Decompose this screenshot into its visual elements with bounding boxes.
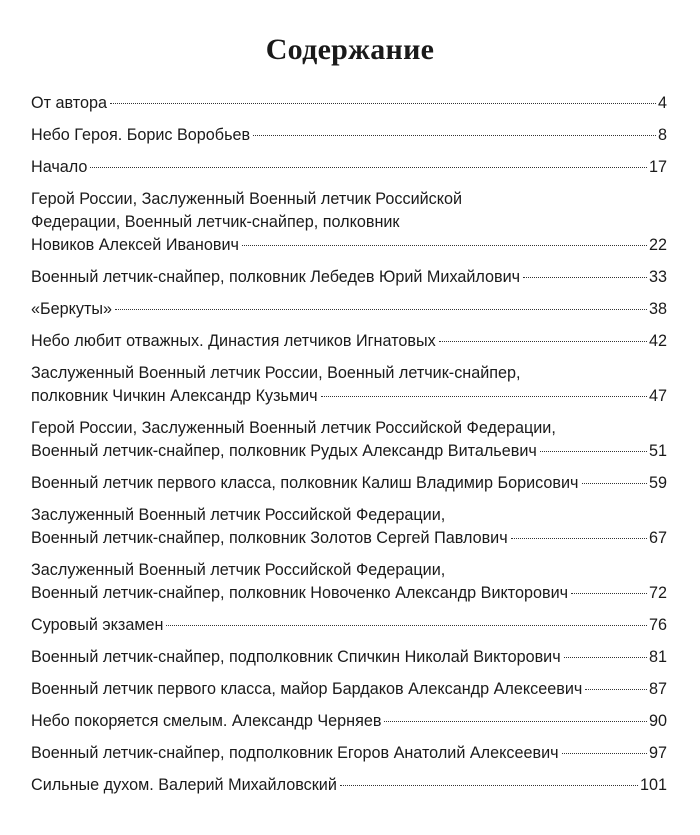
dot-leader bbox=[540, 451, 647, 452]
table-of-contents bbox=[31, 92, 667, 797]
toc-entry-title-line: Военный летчик-снайпер, полковник Рудых Александр Витальевич bbox=[31, 442, 537, 460]
dot-leader bbox=[571, 593, 647, 594]
toc-entry[interactable] bbox=[31, 472, 667, 495]
toc-entry-title-line: Суровый экзамен bbox=[31, 616, 164, 634]
dot-leader bbox=[439, 341, 647, 342]
toc-page-number: 90 bbox=[648, 712, 667, 730]
dot-leader bbox=[582, 483, 647, 484]
toc-entry-title-line: Сильные духом. Валерий Михайловский bbox=[31, 776, 337, 794]
toc-entry[interactable] bbox=[31, 646, 667, 669]
toc-entry-last-line bbox=[31, 678, 667, 701]
toc-entry-title-line: Начало bbox=[31, 158, 88, 176]
toc-entry[interactable] bbox=[31, 614, 667, 637]
dot-leader bbox=[166, 625, 647, 626]
toc-entry-last-line bbox=[31, 234, 667, 257]
toc-entry-last-line bbox=[31, 527, 667, 550]
toc-page-number: 72 bbox=[648, 584, 667, 602]
dot-leader bbox=[523, 277, 647, 278]
toc-entry-last-line bbox=[31, 472, 667, 495]
dot-leader bbox=[562, 753, 647, 754]
dot-leader bbox=[585, 689, 647, 690]
toc-entry-title-line: Заслуженный Военный летчик Российской Федерации, bbox=[31, 506, 446, 524]
toc-entry[interactable] bbox=[31, 710, 667, 733]
toc-entry-last-line bbox=[31, 742, 667, 765]
toc-entry-title-line: Заслуженный Военный летчик Российской Федерации, bbox=[31, 561, 446, 579]
toc-entry-title-line: Военный летчик-снайпер, полковник Лебедев Юрий Михайлович bbox=[31, 268, 521, 286]
toc-entry-title-line: «Беркуты» bbox=[31, 300, 113, 318]
toc-entry[interactable] bbox=[31, 156, 667, 179]
toc-page-number: 33 bbox=[648, 268, 667, 286]
toc-entry-title-line: Заслуженный Военный летчик России, Военный летчик-снайпер, bbox=[31, 364, 521, 382]
dot-leader bbox=[321, 396, 647, 397]
toc-entry-last-line bbox=[31, 266, 667, 289]
toc-page-number: 51 bbox=[648, 442, 667, 460]
toc-entry-last-line bbox=[31, 92, 667, 115]
toc-entry-title-line: Военный летчик-снайпер, полковник Новоченко Александр Викторович bbox=[31, 584, 569, 602]
toc-page-number: 101 bbox=[639, 776, 667, 794]
toc-entry-last-line bbox=[31, 774, 667, 797]
toc-entry-last-line bbox=[31, 156, 667, 179]
toc-page-number: 81 bbox=[648, 648, 667, 666]
toc-entry[interactable] bbox=[31, 188, 667, 257]
toc-entry[interactable] bbox=[31, 504, 667, 550]
toc-page-number: 17 bbox=[648, 158, 667, 176]
toc-entry[interactable] bbox=[31, 92, 667, 115]
toc-entry[interactable] bbox=[31, 774, 667, 797]
toc-entry-title-line: Герой России, Заслуженный Военный летчик Российской bbox=[31, 190, 463, 208]
toc-entry-last-line bbox=[31, 614, 667, 637]
toc-page-number: 67 bbox=[648, 529, 667, 547]
toc-entry[interactable] bbox=[31, 298, 667, 321]
page-title: Содержание bbox=[265, 33, 435, 66]
toc-entry-last-line bbox=[31, 440, 667, 463]
toc-entry-title-line: Небо покоряется смелым. Александр Черняев bbox=[31, 712, 382, 730]
toc-entry[interactable] bbox=[31, 742, 667, 765]
toc-page-number: 87 bbox=[648, 680, 667, 698]
toc-entry[interactable] bbox=[31, 266, 667, 289]
toc-page-number: 59 bbox=[648, 474, 667, 492]
toc-entry-title-line: Военный летчик первого класса, майор Бардаков Александр Алексеевич bbox=[31, 680, 583, 698]
toc-entry-title-line: От автора bbox=[31, 94, 107, 112]
dot-leader bbox=[110, 103, 656, 104]
toc-entry-title-line: полковник Чичкин Александр Кузьмич bbox=[31, 387, 318, 405]
toc-entry-last-line bbox=[31, 124, 667, 147]
toc-page-number: 4 bbox=[657, 94, 667, 112]
toc-page-number: 97 bbox=[648, 744, 667, 762]
dot-leader bbox=[242, 245, 647, 246]
toc-entry-title-line: Военный летчик-снайпер, подполковник Спичкин Николай Викторович bbox=[31, 648, 561, 666]
toc-entry[interactable] bbox=[31, 417, 667, 463]
toc-entry-last-line bbox=[31, 710, 667, 733]
toc-entry-title-line: Герой России, Заслуженный Военный летчик Российской Федерации, bbox=[31, 419, 556, 437]
toc-entry-title-line: Федерации, Военный летчик-снайпер, полковник bbox=[31, 213, 400, 231]
toc-entry[interactable] bbox=[31, 678, 667, 701]
dot-leader bbox=[253, 135, 656, 136]
toc-entry-title-line: Военный летчик-снайпер, полковник Золотов Сергей Павлович bbox=[31, 529, 508, 547]
toc-entry[interactable] bbox=[31, 330, 667, 353]
toc-entry[interactable] bbox=[31, 362, 667, 408]
dot-leader bbox=[115, 309, 647, 310]
toc-entry-last-line bbox=[31, 582, 667, 605]
toc-entry-title-line: Военный летчик-снайпер, подполковник Егоров Анатолий Алексеевич bbox=[31, 744, 559, 762]
toc-entry-title-line: Военный летчик первого класса, полковник Калиш Владимир Борисович bbox=[31, 474, 579, 492]
toc-page-number: 47 bbox=[648, 387, 667, 405]
toc-page-number: 38 bbox=[648, 300, 667, 318]
dot-leader bbox=[511, 538, 647, 539]
toc-entry-last-line bbox=[31, 646, 667, 669]
dot-leader bbox=[384, 721, 647, 722]
toc-page-number: 8 bbox=[657, 126, 667, 144]
toc-entry-title-line: Новиков Алексей Иванович bbox=[31, 236, 239, 254]
toc-entry-title-line: Небо любит отважных. Династия летчиков Игнатовых bbox=[31, 332, 436, 350]
toc-page-number: 76 bbox=[648, 616, 667, 634]
dot-leader bbox=[564, 657, 647, 658]
toc-page-number: 42 bbox=[648, 332, 667, 350]
toc-page-number: 22 bbox=[648, 236, 667, 254]
dot-leader bbox=[90, 167, 647, 168]
toc-entry[interactable] bbox=[31, 124, 667, 147]
toc-entry-title-line: Небо Героя. Борис Воробьев bbox=[31, 126, 251, 144]
toc-entry-last-line bbox=[31, 385, 667, 408]
dot-leader bbox=[340, 785, 638, 786]
toc-entry-last-line bbox=[31, 298, 667, 321]
toc-entry-last-line bbox=[31, 330, 667, 353]
toc-entry[interactable] bbox=[31, 559, 667, 605]
